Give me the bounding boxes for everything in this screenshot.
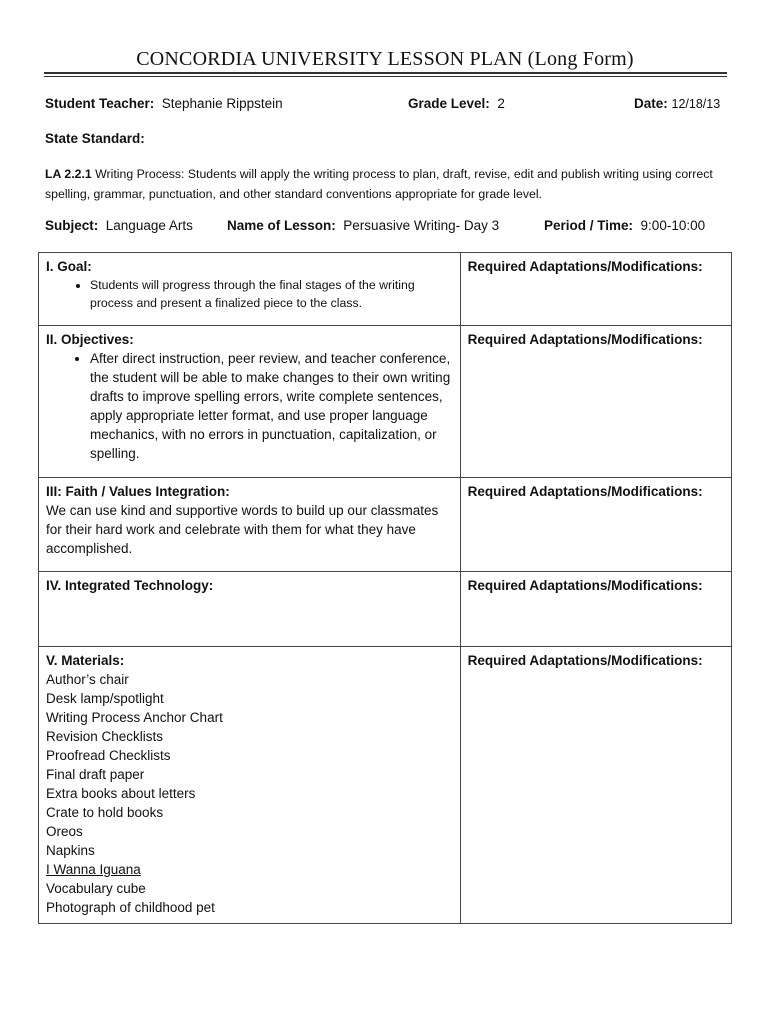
student-teacher-value: Stephanie Rippstein [161, 96, 283, 111]
goal-bullet: • Students will progress through the final stages of the writing process and present a finalized piece to the class. [90, 276, 453, 312]
period-field [544, 218, 705, 233]
materials-adaptations: Required Adaptations/Modifications: [460, 647, 731, 924]
material-item-book-title: I Wanna Iguana [46, 862, 141, 877]
subject-field [45, 218, 193, 233]
goal-heading: I. Goal: [46, 259, 92, 274]
objectives-heading: II. Objectives: [46, 332, 134, 347]
faith-adaptations: Required Adaptations/Modifications: [460, 478, 731, 572]
lesson-name-field [227, 218, 499, 233]
lesson-name-label: Name of Lesson: [227, 218, 336, 233]
date-value: 12/18/13 [671, 97, 721, 111]
materials-cell [39, 647, 461, 924]
state-standard-text [45, 164, 725, 204]
material-item: Proofread Checklists [46, 748, 171, 763]
material-item: Napkins [46, 843, 95, 858]
period-value: 9:00-10:00 [640, 218, 706, 233]
technology-cell [39, 572, 461, 647]
state-standard-label: State Standard: [45, 131, 145, 146]
date-field [634, 96, 720, 111]
materials-heading: V. Materials: [46, 653, 125, 668]
faith-cell [39, 478, 461, 572]
title-rule-thin [44, 76, 727, 77]
lesson-name-value: Persuasive Writing- Day 3 [343, 218, 500, 233]
goal-adaptations: Required Adaptations/Modifications: [460, 253, 731, 326]
subject-value: Language Arts [105, 218, 193, 233]
materials-row [39, 647, 732, 924]
material-item: Crate to hold books [46, 805, 164, 820]
material-item: Oreos [46, 824, 83, 839]
material-item: Revision Checklists [46, 729, 164, 744]
subject-label: Subject: [45, 218, 99, 233]
material-item: Extra books about letters [46, 786, 196, 801]
lesson-plan-table [38, 252, 732, 924]
grade-level-field [408, 96, 505, 111]
technology-adaptations: Required Adaptations/Modifications: [460, 572, 731, 647]
student-teacher-label: Student Teacher: [45, 96, 155, 111]
standard-code: LA 2.2.1 [45, 167, 92, 181]
technology-heading: IV. Integrated Technology: [46, 578, 214, 593]
page-title: CONCORDIA UNIVERSITY LESSON PLAN (Long Form) [136, 48, 634, 70]
grade-level-label: Grade Level: [408, 96, 490, 111]
technology-row [39, 572, 732, 647]
goal-cell [39, 253, 461, 326]
period-label: Period / Time: [544, 218, 634, 233]
material-item: Final draft paper [46, 767, 145, 782]
objectives-bullet: • After direct instruction, peer review, and teacher conference, the student will be able to make changes to their own writing drafts to improve spelling errors, write complete sentences, apply appropriate letter format, and use proper language mechanics, with no errors in punctuation, capitalization, or spelling. [90, 349, 453, 463]
material-item: Writing Process Anchor Chart [46, 710, 223, 725]
material-item: Vocabulary cube [46, 881, 146, 896]
material-item: Photograph of childhood pet [46, 900, 215, 915]
date-label: Date: [634, 96, 668, 111]
faith-text: We can use kind and supportive words to build up our classmates for their hard work and celebrate with them for what they have accomplished. [46, 503, 439, 556]
material-item: Author’s chair [46, 672, 129, 687]
objectives-list [46, 349, 453, 463]
objectives-cell [39, 326, 461, 478]
material-item: Desk lamp/spotlight [46, 691, 164, 706]
title-rule [44, 72, 727, 74]
goal-row [39, 253, 732, 326]
faith-row [39, 478, 732, 572]
student-teacher-field [45, 96, 283, 111]
standard-description: Writing Process: Students will apply the writing process to plan, draft, revise, edit and publish writing using correct spelling, grammar, punctuation, and other standard conventions appropriate for grade level. [45, 167, 713, 201]
objectives-row [39, 326, 732, 478]
faith-heading: III: Faith / Values Integration: [46, 484, 230, 499]
grade-level-value: 2 [497, 96, 505, 111]
goal-list [46, 276, 453, 312]
objectives-adaptations: Required Adaptations/Modifications: [460, 326, 731, 478]
